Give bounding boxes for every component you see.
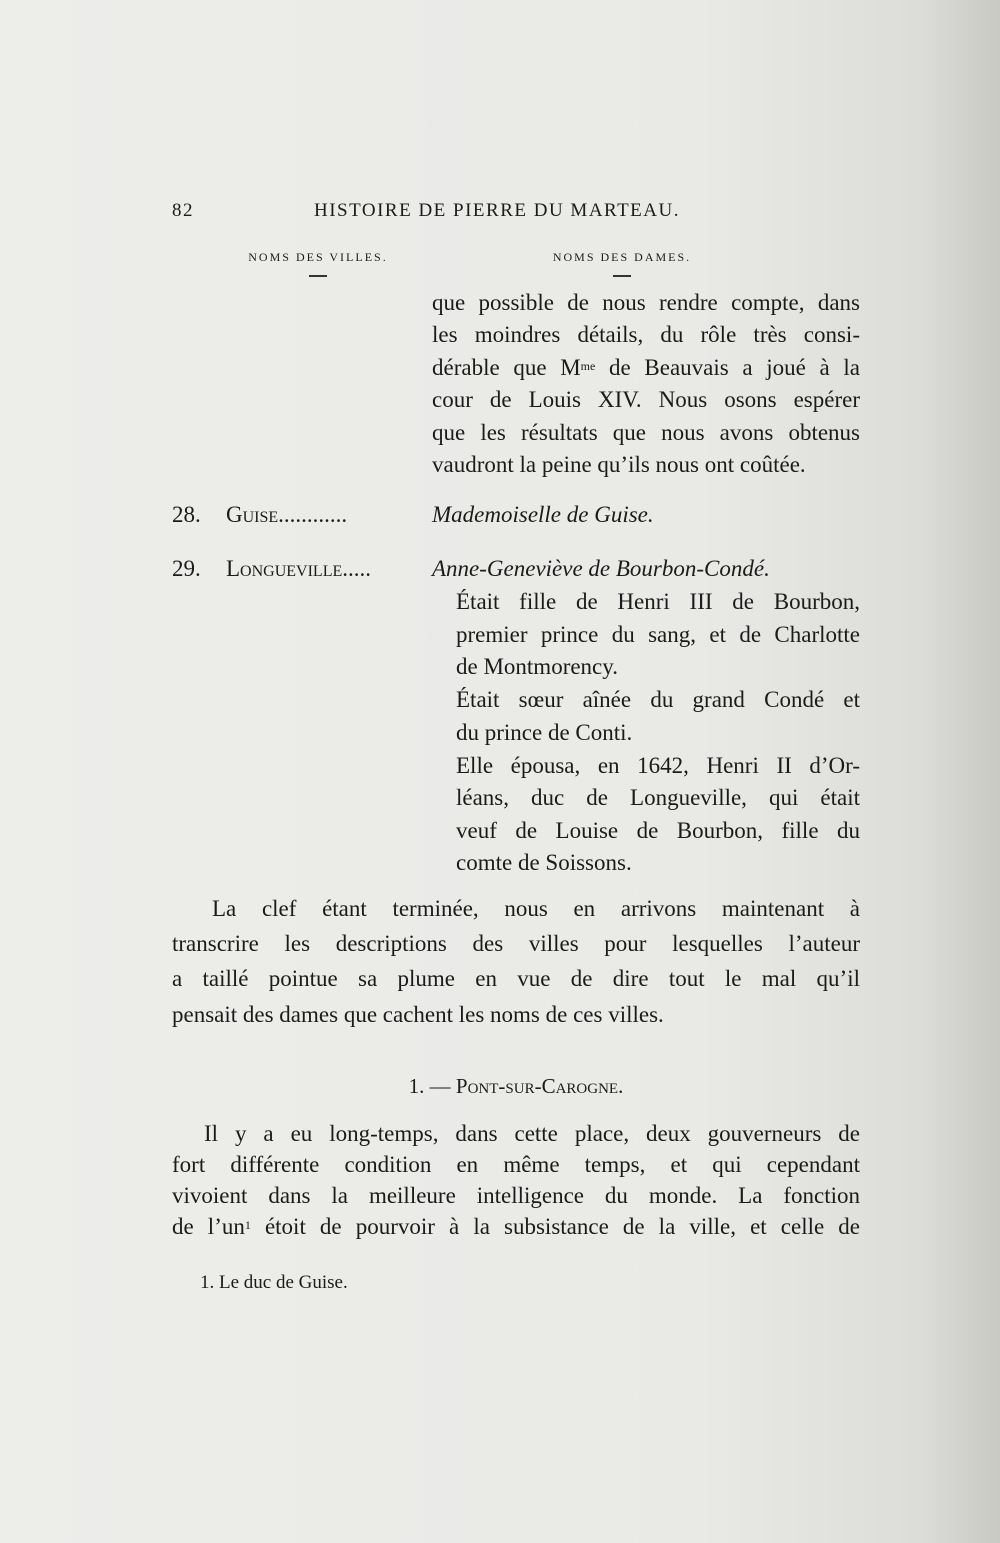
column-rule <box>613 275 631 277</box>
paragraph-line: de $l’un^1$ étoit de pourvoir à la subsistance de la ville, et celle de <box>172 1214 860 1239</box>
section-title: 1. — Pont-sur-Carogne. <box>408 1074 624 1098</box>
entry-number: 28. <box>172 502 201 527</box>
page-header <box>172 200 862 230</box>
entry-lady: Anne-Geneviève de Bourbon-Condé. <box>432 556 770 581</box>
running-title: HISTOIRE DE PIERRE DU MARTEAU. <box>314 200 680 221</box>
paragraph-line: vivoient dans la meilleure intelligence du monde. La fonction <box>172 1183 860 1208</box>
text-line: vaudront la peine qu’ils nous ont coûtée. <box>432 452 806 477</box>
text-line: les moindres détails, du rôle très consi- <box>432 322 860 347</box>
footnote: 1. Le duc de Guise. <box>200 1272 348 1293</box>
paragraph-line: a taillé pointue sa plume en vue de dire tout le mal qu’il <box>172 966 860 991</box>
paragraph-line: fort différente condition en même temps, et qui cependant <box>172 1152 860 1177</box>
note-line: Elle épousa, en 1642, Henri II d’Or- <box>456 753 860 778</box>
column-heading-dames: NOMS DES DAMES. <box>536 250 708 277</box>
paragraph-line: La clef étant terminée, nous en arrivons maintenant à <box>212 896 860 921</box>
column-rule <box>309 275 327 277</box>
entry-number: 29. <box>172 556 201 581</box>
note-line: de Montmorency. <box>456 654 619 679</box>
entry-city: Guise............ <box>226 502 348 527</box>
text-line: cour de Louis XIV. Nous osons espérer <box>432 387 860 412</box>
paragraph-line: Il y a eu long-temps, dans cette place, deux gouverneurs de <box>204 1121 860 1146</box>
note-line: comte de Soissons. <box>456 850 632 875</box>
footnote-marker: 1 <box>244 1218 251 1232</box>
note-line: léans, duc de Longueville, qui était <box>456 785 860 810</box>
text-line: que les résultats que nous avons obtenus <box>432 420 860 445</box>
paragraph-line: transcrire les descriptions des villes pour lesquelles l’auteur <box>172 931 860 956</box>
note-line: Était fille de Henri III de Bourbon, <box>456 589 860 614</box>
column-heading-villes: NOMS DES VILLES. <box>232 250 404 277</box>
text-line: que possible de nous rendre compte, dans <box>432 290 860 315</box>
note-line: veuf de Louise de Bourbon, fille du <box>456 818 860 843</box>
note-line: Était sœur aînée du grand Condé et <box>456 687 860 712</box>
page-number: 82 <box>172 200 194 221</box>
note-line: du prince de Conti. <box>456 720 633 745</box>
note-line: premier prince du sang, et de Charlotte <box>456 622 860 647</box>
entry-city: Longueville..... <box>226 556 371 581</box>
text-line: dérable que $M^{me}$ de Beauvais a joué à la <box>432 355 860 380</box>
paragraph-line: pensait des dames que cachent les noms de ces villes. <box>172 1002 664 1027</box>
entry-lady: Mademoiselle de Guise. <box>432 502 654 527</box>
